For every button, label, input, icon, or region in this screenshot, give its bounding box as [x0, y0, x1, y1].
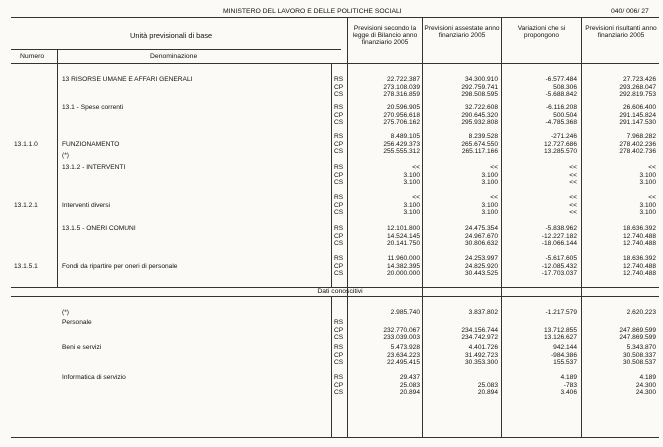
col2-divider	[422, 17, 423, 437]
value-cell: 13.126.627	[543, 334, 577, 342]
row-code: CP	[334, 232, 344, 240]
value-cell: 290.645.320	[461, 111, 498, 119]
value-cell: 3.406	[560, 389, 577, 397]
value-cell: 265.674.550	[461, 140, 498, 148]
value-cell: 30.353.300	[464, 359, 498, 367]
unita-header: Unità previsionali di base	[130, 31, 213, 40]
row-label: (*)	[62, 309, 69, 316]
value-cell: 3.100	[639, 201, 656, 209]
value-cell: 292.759.741	[461, 83, 498, 91]
value-cell: <<	[412, 194, 420, 201]
value-cell: 5.343.870	[626, 344, 656, 351]
denominazione-header: Denominazione	[150, 53, 198, 60]
value-cell: 273.108.039	[383, 83, 420, 91]
value-cell: 291.145.824	[619, 111, 656, 119]
value-cell: 3.837.802	[468, 309, 498, 316]
row-code: RS	[334, 164, 344, 171]
row-code: RS	[334, 76, 344, 83]
row-number: 13.1.5.1	[14, 262, 38, 270]
row-label: 13.1.5 - ONERI COMUNI	[62, 225, 136, 232]
col4-divider	[581, 17, 582, 437]
row-code: CS	[334, 209, 344, 217]
value-cell: 298.508.595	[461, 91, 498, 99]
value-cell: 247.869.599	[619, 334, 656, 342]
value-cell: 4.189	[639, 374, 656, 381]
value-cell: 20.000.000	[386, 270, 420, 278]
header-bottom-border	[11, 63, 659, 64]
value-cell: 942.144	[553, 344, 577, 351]
value-cell: 292.819.753	[619, 91, 656, 99]
value-cell: 22.722.387	[386, 76, 420, 83]
value-cell: 14.382.395	[386, 262, 420, 270]
value-cell: <<	[490, 194, 498, 201]
value-cell: -5.617.605	[545, 255, 577, 262]
row-label: Beni e servizi	[62, 344, 102, 351]
row-label: FUNZIONAMENTO	[62, 140, 120, 148]
value-cell: 247.869.599	[619, 326, 656, 334]
row-code: RS	[334, 104, 344, 111]
row-code: CP	[334, 381, 344, 389]
row-code: CS	[334, 270, 344, 278]
value-cell: 20.141.750	[386, 240, 420, 248]
row-code: RS	[334, 194, 344, 201]
value-cell: 14.524.145	[386, 232, 420, 240]
value-cell: -984.386	[550, 351, 577, 359]
row-code: CS	[334, 334, 344, 342]
value-cell: 8.489.105	[390, 133, 420, 140]
value-cell: 12.101.800	[386, 225, 420, 232]
row-code: RS	[334, 133, 344, 140]
row-code: CS	[334, 359, 344, 367]
value-cell: 278.402.736	[619, 148, 656, 156]
row-code: RS	[334, 344, 344, 351]
value-cell: -5.688.842	[545, 91, 577, 99]
value-cell: 278.402.236	[619, 140, 656, 148]
row-code: CS	[334, 240, 344, 248]
row-code: CP	[334, 201, 344, 209]
numero-col-divider	[57, 49, 58, 287]
value-cell: 20.894	[399, 389, 420, 397]
numero-header: Numero	[20, 53, 45, 60]
value-cell: -5.838.962	[545, 225, 577, 232]
col3-header: Variazioni che si propongono	[517, 25, 566, 40]
col2-header: Previsioni assestate anno finanziario 2005	[424, 25, 500, 40]
value-cell: <<	[648, 194, 656, 201]
value-cell: 31.492.723	[464, 351, 498, 359]
row-code: RS	[334, 225, 344, 232]
value-cell: 5.473.928	[390, 344, 420, 351]
value-cell: <<	[569, 201, 577, 209]
value-cell: 20.596.905	[386, 104, 420, 111]
code-col-divider-lower	[331, 296, 332, 437]
value-cell: 30.806.632	[464, 240, 498, 248]
header-divider	[11, 49, 341, 50]
table-bottom-border	[11, 437, 659, 438]
value-cell: 25.083	[399, 381, 420, 389]
value-cell: 23.634.223	[386, 351, 420, 359]
row-label: Fondi da ripartire per oneri di personale	[62, 262, 178, 270]
col3-divider	[501, 17, 502, 437]
value-cell: 3.100	[639, 209, 656, 217]
row-code: CS	[334, 148, 344, 156]
value-cell: 29.437	[399, 374, 420, 381]
value-cell: 3.100	[481, 201, 498, 209]
value-cell: 293.268.047	[619, 83, 656, 91]
row-label: Informatica di servizio	[62, 374, 126, 381]
value-cell: 12.740.488	[622, 270, 656, 278]
value-cell: <<	[648, 164, 656, 171]
row-code: CP	[334, 326, 344, 334]
row-code: RS	[334, 319, 344, 326]
value-cell: <<	[569, 209, 577, 217]
row-label: 13 RISORSE UMANE E AFFARI GENERALI	[62, 76, 193, 83]
row-label: (*)	[62, 152, 69, 159]
value-cell: 24.300	[635, 389, 656, 397]
row-code: CP	[334, 83, 344, 91]
row-code: CP	[334, 171, 344, 179]
row-label: 13.1 - Spese correnti	[62, 104, 124, 111]
value-cell: <<	[569, 194, 577, 201]
value-cell: 12.740.488	[622, 262, 656, 270]
value-cell: -6.577.484	[545, 76, 577, 83]
value-cell: 3.100	[403, 179, 420, 187]
value-cell: 232.770.067	[383, 326, 420, 334]
row-code: CS	[334, 119, 344, 127]
value-cell: 30.508.537	[622, 359, 656, 367]
value-cell: 18.636.392	[622, 225, 656, 232]
value-cell: -4.785.368	[545, 119, 577, 127]
ministry-title: MINISTERO DEL LAVORO E DELLE POLITICHE SOCIALI	[223, 8, 402, 15]
value-cell: 278.316.859	[383, 91, 420, 99]
code-col-divider	[331, 63, 332, 287]
value-cell: 27.723.426	[622, 76, 656, 83]
value-cell: 32.722.608	[464, 104, 498, 111]
value-cell: -6.116.208	[545, 104, 577, 111]
row-number: 13.1.1.0	[14, 140, 38, 148]
value-cell: 26.606.400	[622, 104, 656, 111]
col1-header: Previsioni secondo la legge di Bilancio anno finanziario 2005	[352, 25, 418, 47]
value-cell: -17.703.037	[541, 270, 577, 278]
row-code: CP	[334, 262, 344, 270]
page-reference: 040/ 006/ 27	[611, 8, 649, 15]
value-cell: 234.742.972	[461, 334, 498, 342]
row-code: CS	[334, 179, 344, 187]
row-label: Personale	[62, 319, 92, 326]
value-cell: 3.100	[403, 171, 420, 179]
value-cell: 13.285.570	[543, 148, 577, 156]
value-cell: 12.727.686	[543, 140, 577, 148]
value-cell: 24.967.670	[464, 232, 498, 240]
value-cell: 295.932.808	[461, 119, 498, 127]
row-code: CP	[334, 111, 344, 119]
value-cell: 2.620.223	[626, 309, 656, 316]
value-cell: 270.956.618	[383, 111, 420, 119]
col1-divider	[347, 17, 348, 437]
value-cell: 22.495.415	[386, 359, 420, 367]
value-cell: 265.117.166	[461, 148, 498, 156]
row-code: CS	[334, 389, 344, 397]
value-cell: 12.740.488	[622, 240, 656, 248]
row-code: CS	[334, 91, 344, 99]
row-label: Interventi diversi	[62, 201, 111, 209]
value-cell: 3.100	[481, 179, 498, 187]
value-cell: 18.636.392	[622, 255, 656, 262]
value-cell: 20.894	[477, 389, 498, 397]
value-cell: 234.156.744	[461, 326, 498, 334]
value-cell: 24.300	[635, 381, 656, 389]
value-cell: 291.147.530	[619, 119, 656, 127]
value-cell: 4.401.726	[468, 344, 498, 351]
value-cell: -12.227.182	[541, 232, 577, 240]
value-cell: 30.443.525	[464, 270, 498, 278]
value-cell: -271.246	[550, 133, 577, 140]
value-cell: 233.039.003	[383, 334, 420, 342]
col4-header: Previsioni risultanti anno finanziario 2005	[585, 25, 657, 40]
value-cell: -783	[563, 381, 577, 389]
value-cell: 2.985.740	[390, 309, 420, 316]
value-cell: 256.429.373	[383, 140, 420, 148]
value-cell: -18.066.144	[541, 240, 577, 248]
value-cell: 13.712.855	[543, 326, 577, 334]
value-cell: 3.100	[403, 209, 420, 217]
row-code: RS	[334, 374, 344, 381]
value-cell: <<	[569, 179, 577, 187]
value-cell: -1.217.579	[545, 309, 577, 316]
value-cell: 12.740.488	[622, 232, 656, 240]
value-cell: 155.537	[553, 359, 577, 367]
value-cell: 4.189	[560, 374, 577, 381]
value-cell: 30.508.337	[622, 351, 656, 359]
value-cell: 508.306	[553, 83, 577, 91]
value-cell: <<	[490, 164, 498, 171]
row-label: 13.1.2 - INTERVENTI	[62, 164, 126, 171]
table-top-border	[11, 17, 659, 18]
value-cell: 275.706.162	[383, 119, 420, 127]
value-cell: <<	[569, 171, 577, 179]
value-cell: 3.100	[639, 179, 656, 187]
value-cell: 11.960.000	[387, 255, 420, 262]
value-cell: -12.085.432	[541, 262, 577, 270]
section-label: Dati conoscitivi	[317, 288, 363, 295]
value-cell: 3.100	[639, 171, 656, 179]
value-cell: 24.475.354	[464, 225, 498, 232]
value-cell: 3.100	[481, 209, 498, 217]
value-cell: 255.555.312	[383, 148, 420, 156]
value-cell: 3.100	[481, 171, 498, 179]
row-number: 13.1.2.1	[14, 201, 38, 209]
row-code: CP	[334, 351, 344, 359]
row-code: RS	[334, 255, 344, 262]
value-cell: 7.968.282	[626, 133, 656, 140]
value-cell: 8.239.528	[468, 133, 498, 140]
value-cell: 25.083	[477, 381, 498, 389]
value-cell: <<	[412, 164, 420, 171]
value-cell: 500.504	[553, 111, 577, 119]
value-cell: 24.253.997	[464, 255, 498, 262]
value-cell: 3.100	[403, 201, 420, 209]
section-bottom-border	[11, 296, 659, 297]
row-code: CP	[334, 140, 344, 148]
value-cell: <<	[569, 164, 577, 171]
value-cell: 34.300.910	[464, 76, 498, 83]
value-cell: 24.825.920	[464, 262, 498, 270]
